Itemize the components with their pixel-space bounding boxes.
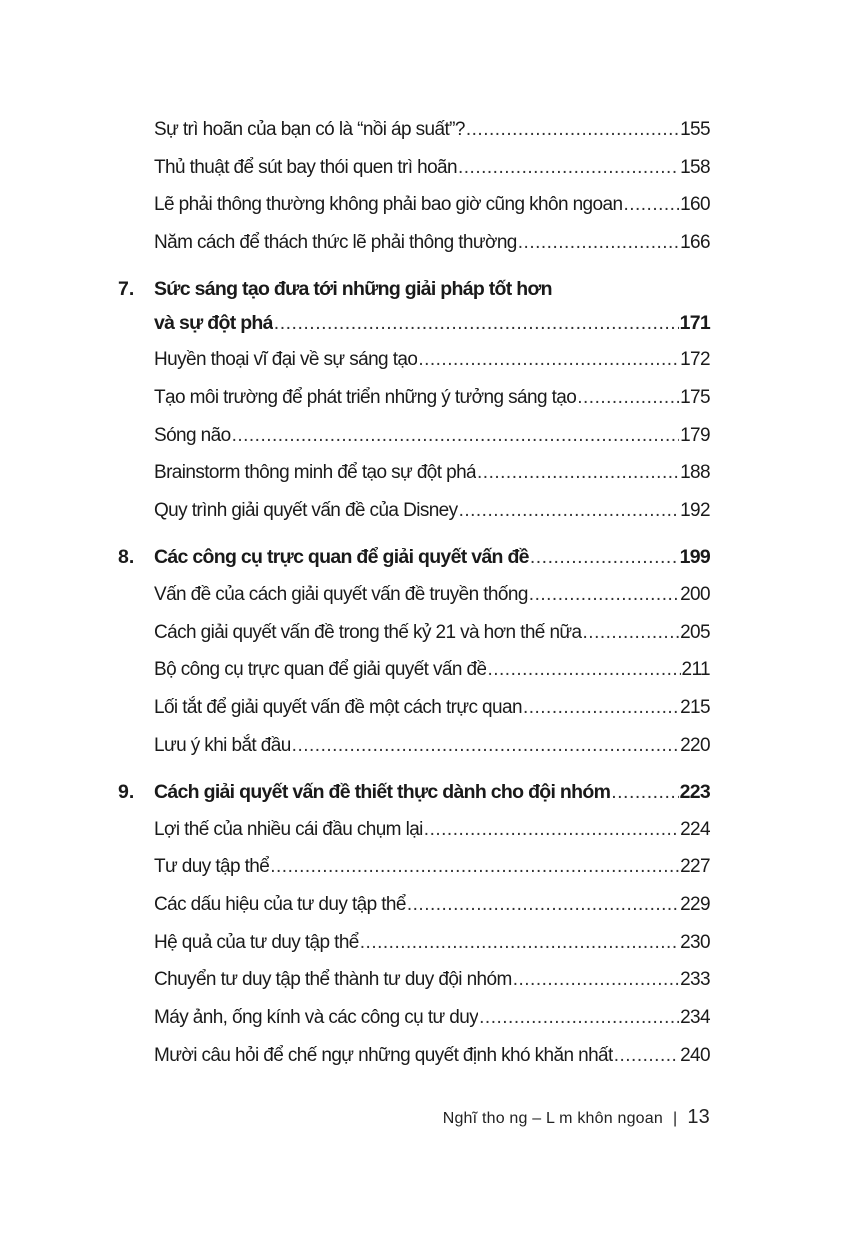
toc-entry-page: 158 [680,157,710,178]
dot-leader [614,1043,679,1069]
dot-leader [459,498,680,524]
toc-entry-title: Sự trì hoãn của bạn có là “nồi áp suất”? [154,119,465,140]
chapter-title: Các công cụ trực quan để giải quyết vấn đề [154,546,529,568]
dot-leader [270,854,679,880]
toc-entry [154,854,710,880]
dot-leader [530,544,679,570]
toc-entry-title: Vấn đề của cách giải quyết vấn đề truyền thống [154,584,528,605]
toc-entry [154,460,710,486]
chapter-number: 8. [118,546,135,568]
toc-entry-page: 192 [680,500,710,521]
toc-entry-title: Máy ảnh, ống kính và các công cụ tư duy [154,1007,479,1028]
dot-leader [424,817,679,843]
toc-entry-page: 233 [680,969,710,990]
toc-entry [154,1043,710,1069]
toc-entry-page: 240 [680,1045,710,1066]
toc-entry-page: 155 [680,119,710,140]
toc-entry-title: Huyền thoại vĩ đại về sự sáng tạo [154,349,418,370]
toc-entry-page: 230 [680,932,710,953]
toc-entry-title: Thủ thuật để sút bay thói quen trì hoãn [154,157,457,178]
dot-leader [458,155,679,181]
toc-entry [154,347,710,373]
page-footer [400,1106,710,1136]
chapter-page: 171 [679,312,710,334]
dot-leader [583,620,680,646]
dot-leader [274,310,679,336]
running-title: Nghĩ tho ng – L m khôn ngoan [442,1110,663,1127]
chapter-number: 7. [118,278,135,300]
dot-leader [477,460,679,486]
toc-entry [154,657,710,683]
toc-entry [154,230,710,256]
toc-entry-page: 179 [680,425,710,446]
dot-leader [466,117,679,143]
dot-leader [529,582,679,608]
toc-entry-title: Lợi thế của nhiều cái đầu chụm lại [154,819,423,840]
dot-leader [292,733,679,759]
toc-entry-title: Năm cách để thách thức lẽ phải thông thường [154,232,517,253]
dot-leader [479,1005,679,1031]
toc-entry-title: Brainstorm thông minh để tạo sự đột phá [154,462,477,483]
toc-entry-title: Lưu ý khi bắt đầu [154,735,291,756]
chapter-title: Sức sáng tạo đưa tới những giải pháp tốt hơn [154,278,552,300]
dot-leader [513,967,679,993]
chapter-number: 9. [118,781,135,803]
dot-leader [577,385,679,411]
toc-entry [154,192,710,218]
toc-entry [154,733,710,759]
toc-entry-title: Cách giải quyết vấn đề trong thế kỷ 21 và hơn thế nữa [154,622,582,643]
toc-entry [154,930,710,956]
toc-entry-page: 200 [680,584,710,605]
toc-entry [154,117,710,143]
toc-entry-title: Lẽ phải thông thường không phải bao giờ cũng khôn ngoan [154,194,623,215]
page-number: 13 [687,1106,710,1128]
dot-leader [611,779,678,805]
toc-entry-title: Lối tắt để giải quyết vấn đề một cách trực quan [154,697,522,718]
toc-entry-page: 215 [680,697,710,718]
toc-entry [154,695,710,721]
toc-entry [154,967,710,993]
chapter-heading [154,310,710,336]
dot-leader [523,695,679,721]
chapter-title: Cách giải quyết vấn đề thiết thực dành cho đội nhóm [154,781,611,803]
toc-entry [154,582,710,608]
toc-entry-title: Tạo môi trường để phát triển những ý tưởng sáng tạo [154,387,577,408]
toc-entry-title: Chuyển tư duy tập thể thành tư duy đội nhóm [154,969,512,990]
chapter-title-continued: và sự đột phá [154,312,273,334]
toc-entry [154,385,710,411]
dot-leader [487,657,680,683]
toc-entry [154,498,710,524]
toc-entry-page: 172 [680,349,710,370]
footer-separator: | [672,1110,678,1127]
toc-entry-title: Các dấu hiệu của tư duy tập thể [154,894,406,915]
toc-entry-page: 224 [680,819,710,840]
toc-entry-page: 205 [680,622,710,643]
dot-leader [518,230,679,256]
toc-entry-title: Bộ công cụ trực quan để giải quyết vấn đề [154,659,487,680]
toc-entry [154,1005,710,1031]
chapter-page: 223 [679,781,710,803]
toc-entry [154,620,710,646]
toc-entry-title: Sóng não [154,425,231,446]
chapter-heading [154,544,710,570]
toc-entry-page: 220 [680,735,710,756]
toc-entry-page: 234 [680,1007,710,1028]
dot-leader [623,192,679,218]
toc-entry-page: 175 [680,387,710,408]
dot-leader [418,347,679,373]
toc-entry [154,155,710,181]
toc-entry-page: 160 [680,194,710,215]
toc-entry-page: 166 [680,232,710,253]
dot-leader [407,892,679,918]
chapter-heading [154,779,710,805]
toc-entry-page: 211 [681,659,710,680]
toc-entry-page: 227 [680,856,710,877]
toc-entry [154,423,710,449]
toc-entry-title: Quy trình giải quyết vấn đề của Disney [154,500,458,521]
toc-entry-title: Tư duy tập thể [154,856,270,877]
toc-entry [154,892,710,918]
toc-entry-title: Hệ quả của tư duy tập thể [154,932,359,953]
chapter-page: 199 [679,546,710,568]
toc-entry-page: 229 [680,894,710,915]
dot-leader [360,930,679,956]
toc-entry [154,817,710,843]
dot-leader [232,423,680,449]
toc-entry-title: Mười câu hỏi để chế ngự những quyết định khó khăn nhất [154,1045,613,1066]
toc-entry-page: 188 [680,462,710,483]
